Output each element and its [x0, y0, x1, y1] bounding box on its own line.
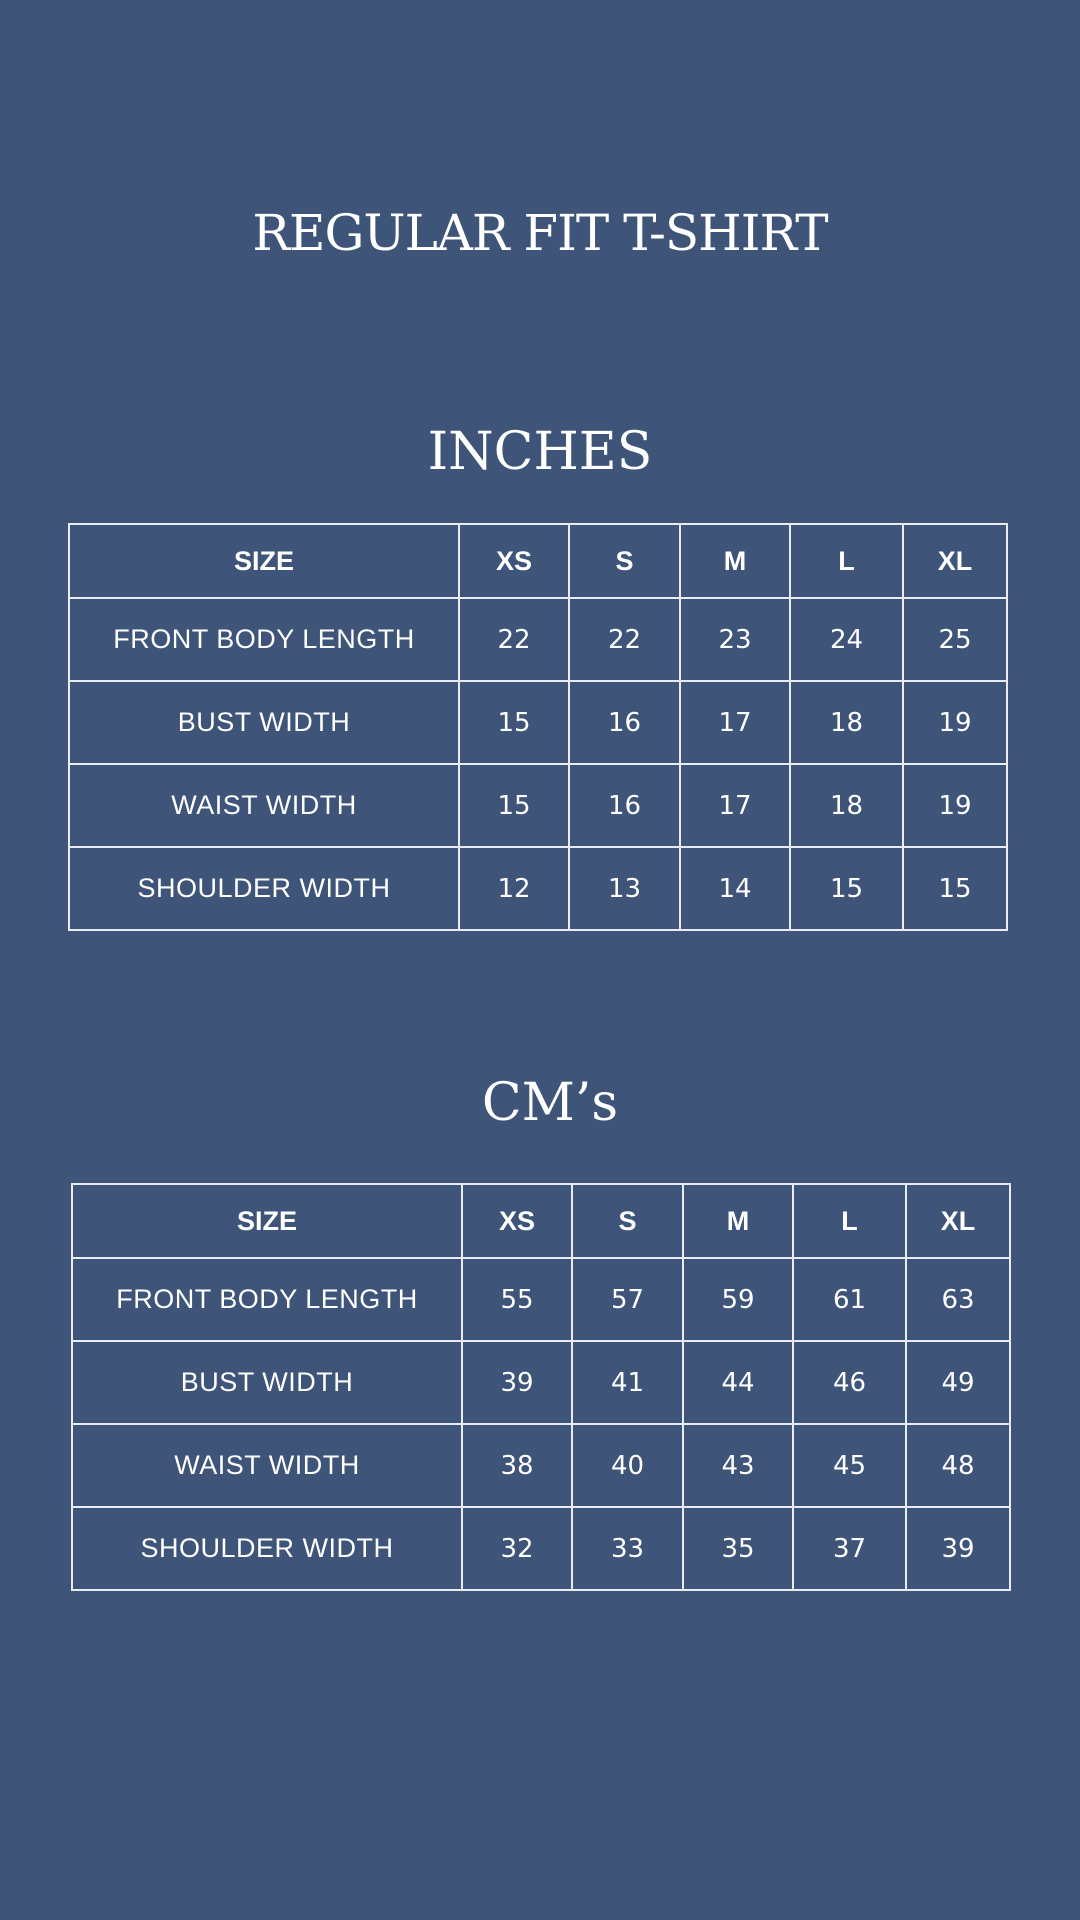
table-cell: 59	[683, 1258, 793, 1341]
table-cell: 44	[683, 1341, 793, 1424]
table-cell: 18	[790, 681, 903, 764]
page-title: REGULAR FIT T-SHIRT	[252, 204, 828, 262]
table-cell: 22	[569, 598, 680, 681]
table-cell: 15	[903, 847, 1007, 930]
table-cell: 33	[572, 1507, 683, 1590]
table-row	[72, 1507, 1010, 1590]
table-cell: 25	[903, 598, 1007, 681]
row-label: FRONT BODY LENGTH	[72, 1258, 462, 1341]
table-cell: 23	[680, 598, 790, 681]
table-cell: 38	[462, 1424, 572, 1507]
header-s: S	[572, 1184, 683, 1258]
header-s: S	[569, 524, 680, 598]
table-cell: 19	[903, 681, 1007, 764]
table-cell: 41	[572, 1341, 683, 1424]
table-row	[69, 847, 1007, 930]
table-cell: 48	[906, 1424, 1010, 1507]
table-cell: 17	[680, 764, 790, 847]
table-cell: 49	[906, 1341, 1010, 1424]
header-l: L	[790, 524, 903, 598]
cms-size-table	[71, 1183, 1011, 1591]
row-label: SHOULDER WIDTH	[69, 847, 459, 930]
table-row	[69, 598, 1007, 681]
table-cell: 55	[462, 1258, 572, 1341]
table-cell: 45	[793, 1424, 906, 1507]
table-cell: 16	[569, 764, 680, 847]
table-cell: 35	[683, 1507, 793, 1590]
header-xs: XS	[462, 1184, 572, 1258]
table-cell: 61	[793, 1258, 906, 1341]
row-label: WAIST WIDTH	[69, 764, 459, 847]
header-m: M	[680, 524, 790, 598]
table-cell: 14	[680, 847, 790, 930]
cms-section-title: CM’s	[481, 1073, 619, 1133]
row-label: FRONT BODY LENGTH	[69, 598, 459, 681]
table-cell: 24	[790, 598, 903, 681]
header-l: L	[793, 1184, 906, 1258]
row-label: WAIST WIDTH	[72, 1424, 462, 1507]
table-cell: 13	[569, 847, 680, 930]
table-cell: 40	[572, 1424, 683, 1507]
table-cell: 15	[459, 764, 569, 847]
table-cell: 46	[793, 1341, 906, 1424]
table-cell: 63	[906, 1258, 1010, 1341]
table-cell: 32	[462, 1507, 572, 1590]
table-cell: 12	[459, 847, 569, 930]
table-header-row	[69, 524, 1007, 598]
table-row	[72, 1424, 1010, 1507]
header-xl: XL	[906, 1184, 1010, 1258]
table-row	[72, 1258, 1010, 1341]
table-cell: 22	[459, 598, 569, 681]
header-size: SIZE	[72, 1184, 462, 1258]
table-cell: 18	[790, 764, 903, 847]
row-label: BUST WIDTH	[69, 681, 459, 764]
row-label: BUST WIDTH	[72, 1341, 462, 1424]
table-cell: 19	[903, 764, 1007, 847]
header-m: M	[683, 1184, 793, 1258]
table-cell: 43	[683, 1424, 793, 1507]
table-cell: 15	[459, 681, 569, 764]
table-row	[69, 681, 1007, 764]
table-cell: 39	[906, 1507, 1010, 1590]
header-size: SIZE	[69, 524, 459, 598]
table-row	[69, 764, 1007, 847]
header-xl: XL	[903, 524, 1007, 598]
row-label: SHOULDER WIDTH	[72, 1507, 462, 1590]
table-header-row	[72, 1184, 1010, 1258]
table-row	[72, 1341, 1010, 1424]
table-cell: 15	[790, 847, 903, 930]
inches-section-title: INCHES	[427, 422, 653, 482]
table-cell: 37	[793, 1507, 906, 1590]
table-cell: 17	[680, 681, 790, 764]
inches-size-table	[68, 523, 1008, 931]
header-xs: XS	[459, 524, 569, 598]
table-cell: 39	[462, 1341, 572, 1424]
table-cell: 16	[569, 681, 680, 764]
table-cell: 57	[572, 1258, 683, 1341]
